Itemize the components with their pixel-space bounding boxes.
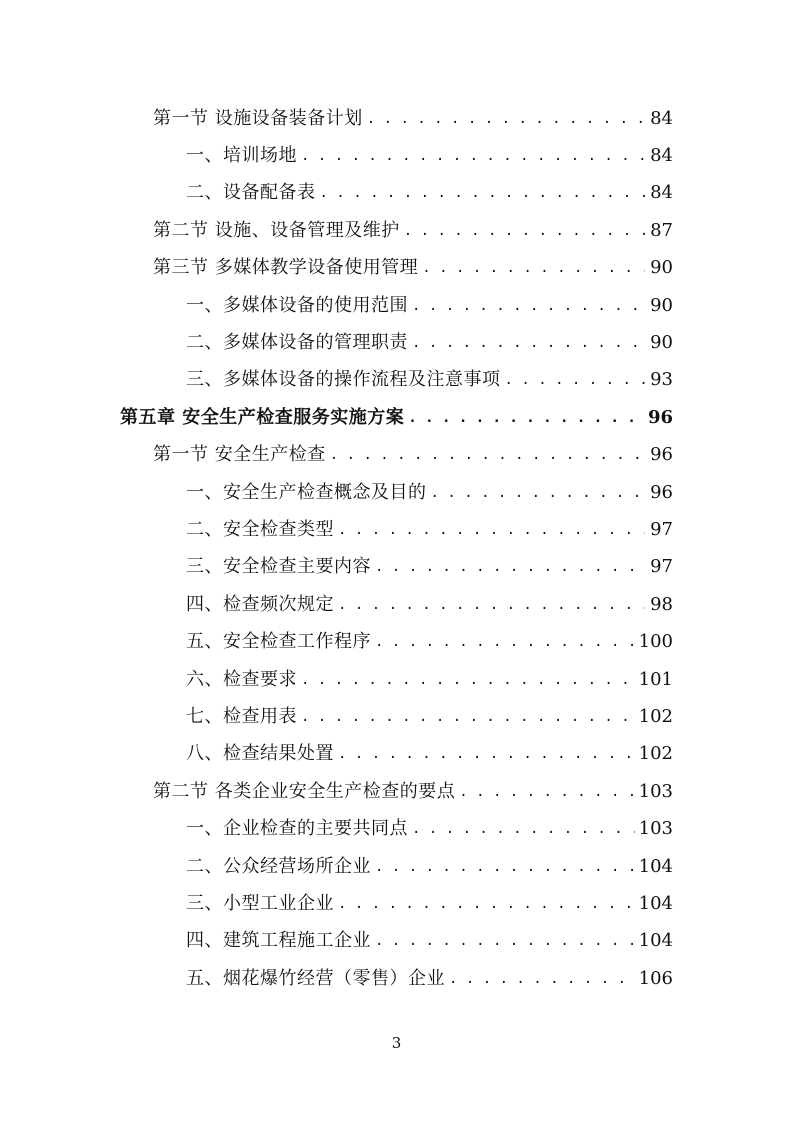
toc-entry-page: 84	[650, 145, 673, 167]
toc-leader-dots	[412, 818, 635, 840]
toc-leader-dots	[338, 519, 645, 541]
toc-leader-dots	[459, 781, 634, 803]
toc-entry-title: 第二节 各类企业安全生产检查的要点	[153, 780, 456, 802]
toc-entry[interactable]	[0, 324, 793, 361]
toc-entry-page: 98	[650, 593, 673, 615]
toc-entry-page: 96	[650, 481, 673, 503]
toc-entry[interactable]	[0, 549, 793, 586]
toc-entry-title: 四、建筑工程施工企业	[186, 930, 371, 952]
toc-entry-page: 90	[650, 332, 673, 354]
toc-entry-title: 五、安全检查工作程序	[186, 631, 371, 653]
toc-entry-title: 三、小型工业企业	[186, 892, 334, 914]
toc-leader-dots	[367, 108, 645, 130]
toc-leader-dots	[408, 407, 644, 429]
toc-entry-page: 90	[650, 257, 673, 279]
toc-entry[interactable]	[0, 511, 793, 548]
toc-entry-title: 五、烟花爆竹经营（零售）企业	[186, 967, 445, 989]
toc-entry-title: 二、安全检查类型	[186, 518, 334, 540]
toc-entry-title: 第一节 设施设备装备计划	[153, 107, 363, 129]
toc-leader-dots	[338, 893, 635, 915]
page-number: 3	[391, 1034, 402, 1052]
toc-leader-dots	[330, 444, 645, 466]
toc-entry-page: 87	[650, 219, 673, 241]
toc-entry-title: 一、培训场地	[186, 145, 297, 167]
toc-entry-page: 104	[638, 892, 673, 914]
toc-entry-title: 第五章 安全生产检查服务实施方案	[120, 406, 405, 428]
toc-leader-dots	[320, 182, 646, 204]
toc-entry-title: 第一节 安全生产检查	[153, 444, 326, 466]
toc-entry-title: 八、检查结果处置	[186, 743, 334, 765]
toc-entry[interactable]	[0, 474, 793, 511]
toc-leader-dots	[301, 706, 635, 728]
toc-entry-page: 102	[638, 705, 673, 727]
toc-entry[interactable]	[0, 287, 793, 324]
toc-entry[interactable]	[0, 100, 793, 137]
toc-leader-dots	[422, 257, 645, 279]
toc-entry[interactable]	[0, 175, 793, 212]
toc-leader-dots	[301, 669, 635, 691]
toc-entry-title: 七、检查用表	[186, 705, 297, 727]
toc-leader-dots	[375, 856, 635, 878]
toc-entry[interactable]	[0, 848, 793, 885]
toc-entry-page: 100	[638, 631, 673, 653]
toc-entry-page: 104	[638, 930, 673, 952]
toc-chapter-entry[interactable]	[0, 399, 793, 436]
toc-entry[interactable]	[0, 960, 793, 997]
toc-leader-dots	[375, 631, 635, 653]
toc-entry-page: 90	[650, 294, 673, 316]
toc-leader-dots	[449, 968, 635, 990]
toc-entry[interactable]	[0, 586, 793, 623]
toc-entry[interactable]	[0, 362, 793, 399]
toc-leader-dots	[412, 332, 645, 354]
toc-leader-dots	[338, 594, 645, 616]
toc-entry[interactable]	[0, 736, 793, 773]
toc-entry-title: 四、检查频次规定	[186, 593, 334, 615]
toc-entry[interactable]	[0, 810, 793, 847]
toc-entry-page: 96	[650, 444, 673, 466]
toc-entry-page: 101	[638, 668, 673, 690]
toc-leader-dots	[412, 295, 645, 317]
toc-entry[interactable]	[0, 212, 793, 249]
table-of-contents	[0, 100, 793, 997]
toc-entry-title: 三、多媒体设备的操作流程及注意事项	[186, 369, 501, 391]
toc-entry[interactable]	[0, 661, 793, 698]
toc-entry-page: 103	[638, 818, 673, 840]
toc-leader-dots	[301, 145, 645, 167]
toc-entry[interactable]	[0, 623, 793, 660]
toc-entry-title: 一、多媒体设备的使用范围	[186, 294, 408, 316]
toc-entry-title: 二、公众经营场所企业	[186, 855, 371, 877]
toc-leader-dots	[431, 482, 646, 504]
toc-entry-title: 第二节 设施、设备管理及维护	[153, 219, 400, 241]
toc-leader-dots	[404, 220, 645, 242]
toc-entry-page: 97	[650, 518, 673, 540]
toc-entry-page: 93	[650, 369, 673, 391]
toc-entry-title: 三、安全检查主要内容	[186, 556, 371, 578]
toc-entry[interactable]	[0, 437, 793, 474]
toc-entry[interactable]	[0, 137, 793, 174]
toc-entry-title: 一、企业检查的主要共同点	[186, 818, 408, 840]
toc-entry[interactable]	[0, 698, 793, 735]
toc-entry-page: 96	[647, 406, 673, 428]
toc-entry-title: 第三节 多媒体教学设备使用管理	[153, 257, 419, 279]
toc-entry-title: 一、安全生产检查概念及目的	[186, 481, 427, 503]
toc-entry-page: 104	[638, 855, 673, 877]
toc-entry-page: 102	[638, 743, 673, 765]
toc-entry-title: 二、设备配备表	[186, 182, 316, 204]
toc-leader-dots	[505, 369, 646, 391]
toc-entry-page: 106	[638, 967, 673, 989]
toc-entry[interactable]	[0, 250, 793, 287]
toc-entry-title: 二、多媒体设备的管理职责	[186, 332, 408, 354]
toc-entry[interactable]	[0, 885, 793, 922]
toc-entry[interactable]	[0, 923, 793, 960]
toc-entry-page: 84	[650, 107, 673, 129]
toc-leader-dots	[375, 930, 635, 952]
toc-entry-page: 97	[650, 556, 673, 578]
toc-entry-page: 103	[638, 780, 673, 802]
toc-leader-dots	[375, 556, 645, 578]
toc-leader-dots	[338, 743, 635, 765]
toc-entry-title: 六、检查要求	[186, 668, 297, 690]
toc-entry-page: 84	[650, 182, 673, 204]
toc-entry[interactable]	[0, 773, 793, 810]
